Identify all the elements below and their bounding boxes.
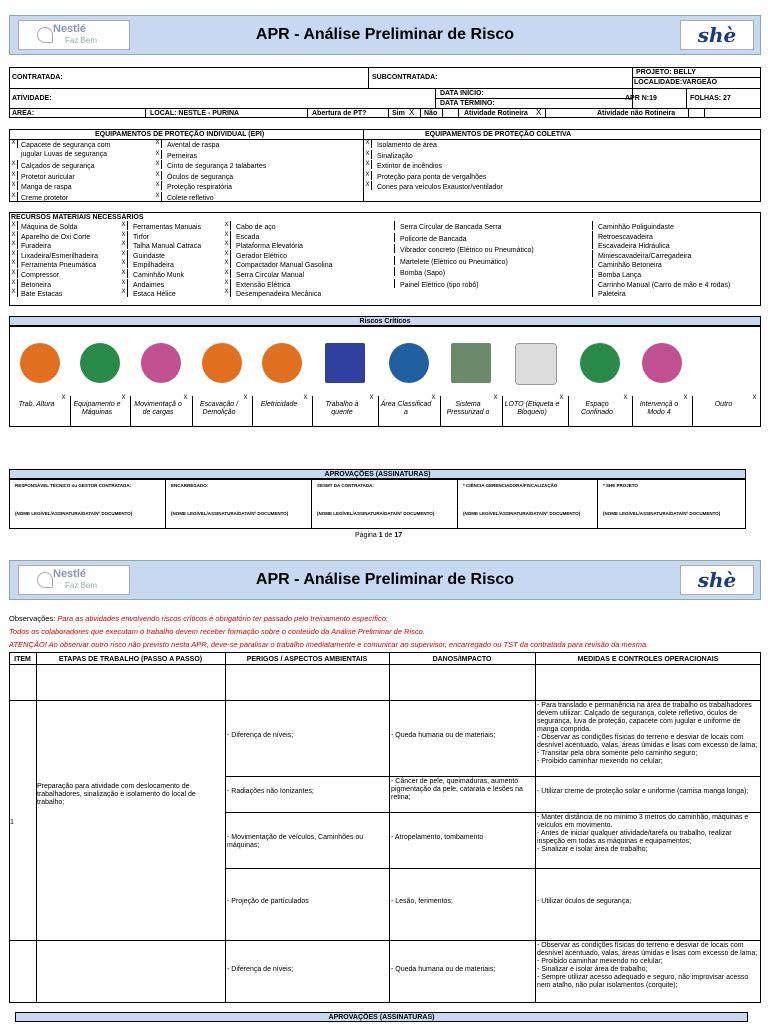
aprov-col-title: ENCARREGADO: [171,483,209,488]
epc-checkbox[interactable]: X [364,150,372,159]
riscos-title: Riscos Críticos [9,316,761,326]
table-line [535,652,536,1003]
projeto-label: PROJETO: BELLY [636,69,696,76]
risk-checkbox[interactable]: X [623,395,628,401]
recurso-checkbox[interactable]: X [10,240,18,249]
table-line [225,652,226,1003]
recurso-checkbox[interactable]: X [223,221,231,230]
contratada-label: CONTRATADA: [12,74,63,81]
recurso-item: Compactador Manual Gasolina [236,262,333,270]
aprov-divider [311,479,312,529]
dano-text: - Atropelamento, tombamento [391,834,484,841]
risk-label: Eletricidade [260,401,298,408]
sim-check[interactable]: X [409,108,415,117]
epi-item: Capacete de segurança com jugular Luvas de segurança [21,142,111,158]
etapa-text: Preparação para atividade com deslocamento de trabalhadores, sinalização e isolamento do local de trabalho; [37,783,196,806]
recurso-item: Cabo de aço [236,224,276,231]
risk-divider [252,396,253,427]
recurso-item: Máquina de Solda [21,224,78,231]
recurso-checkbox[interactable] [585,250,593,259]
recurso-checkbox[interactable] [387,279,395,288]
table-header: ITEM [14,656,31,663]
sim-label: Sim [392,110,405,117]
recurso-item: Retroescavadeira [598,233,653,241]
epi-checkbox[interactable]: X [154,181,162,190]
risk-label: Intervençã o Modo 4 [639,401,679,416]
epi-item: Proteção respiratória [167,184,232,191]
dano-text: - Queda humana ou de materiais; [391,965,496,973]
epi-item: Cinto de segurança 2 talabartes [167,163,267,170]
aprov-signature-line: (NOME LEGÍVEL/ASSINATURA/DATA/Nº DOCUMENTO) [463,511,581,516]
medida-text: - Observar as condições físicas do terreno e desviar de locais com desnível acentuado, valas, áreas úmidas e lisas com excesso de lama; - Proibido caminhar mexendo no celular; - Sinalizar e isolar área de trabalho; - Sempre utilizar acesso adequado e seguro, não improvisar acesso nem atalho, não pular isolamentos (corquite); [537,942,758,989]
risk-divider [632,396,633,427]
recurso-item: Lixadeira/Esmerilhadeira [21,252,99,260]
recurso-checkbox[interactable]: X [120,240,128,249]
recurso-item: Estaca Hélice [133,291,176,299]
epi-item: Óculos de segurança [167,173,234,181]
page2-header [9,560,761,600]
recurso-checkbox[interactable] [387,267,395,276]
perigo-text: - Movimentação de veículos, Caminhões ou máquinas; [227,834,364,849]
recurso-checkbox[interactable]: X [223,250,231,259]
apr-number: APR N:19 [625,95,657,102]
confined-space-icon [580,343,620,383]
recurso-item: Policorte de Bancada [400,235,467,243]
medida-text: - Utilizar óculos de segurança; [537,898,632,905]
table-line [9,940,225,941]
recurso-checkbox[interactable]: X [10,269,18,278]
recurso-checkbox[interactable] [585,240,593,249]
risk-divider [378,396,379,427]
recurso-checkbox[interactable] [387,221,395,230]
aprovacoes-title: APROVAÇÕES (ASSINATURAS) [9,469,746,479]
risk-label: Equipamento e Máquinas [73,401,121,416]
nestle-bird-icon [37,27,53,43]
risk-divider [692,396,693,427]
epc-item: Extintor de incêndios [377,163,442,170]
recurso-checkbox[interactable] [387,233,395,242]
recurso-checkbox[interactable]: X [223,259,231,268]
risk-label: Trab. Altura [18,401,55,408]
recurso-item: Compressor [21,272,60,279]
fall-from-height-icon [20,343,60,383]
aprov-col-title: RESPONSÁVEL TÉCNICO ou GESTOR CONTRATADA: [15,483,132,488]
page1-header [9,15,761,55]
perigo-text: - Radiações não Ionizantes; [227,788,314,795]
epi-checkbox[interactable]: X [10,171,18,180]
rotineira-check[interactable]: X [536,108,542,117]
risk-divider [502,396,503,427]
epi-checkbox[interactable]: X [10,181,18,190]
table-header: DANOS/IMPACTO [432,656,492,663]
epi-checkbox[interactable]: X [154,150,162,159]
risk-label: Escavação / Demolição [199,401,239,416]
folhas-label: FOLHAS: 27 [690,95,731,102]
loto-lock-icon [515,343,557,385]
medida-text: - Para translado e permanência na área de trabalho os trabalhadores devem utilizar: Calçado de segurança, colete refletivo, óculos de segurança, luva de proteção, capacete com jugular e uniforme de manga comprida. - Observar as condições físicas do terreno e desviar de locais com desnível acentuado, valas, áreas úmidas e lisas com excesso de lama; - Transitar pela obra somente pelo caminho seguro; - Proibido caminhar mexendo no celular; [537,702,758,765]
table-line [225,868,761,869]
epi-checkbox[interactable]: X [154,139,162,148]
recurso-item: Ferramentas Manuais [133,224,202,231]
recurso-item: Paleteira [598,291,626,299]
aprov-col-title: * SHE PROJETO [603,483,638,488]
local-label: LOCAL: NESTLÉ - PURINA [150,110,240,117]
recurso-item: Caminhão Poliguindaste [598,224,674,231]
risk-checkbox[interactable]: X [493,395,498,401]
epi-item: Avental de raspa [167,142,220,149]
epc-checkbox[interactable]: X [364,171,372,180]
recurso-item: Andaimes [133,281,165,289]
aprovacoes-title-2: APROVAÇÕES (ASSINATURAS) [15,1012,748,1022]
recurso-checkbox[interactable]: X [10,288,18,297]
load-handling-icon [141,343,181,383]
recurso-checkbox[interactable]: X [120,288,128,297]
medida-text: - Manter distância de no mínimo 3 metros do caminhão, máquinas e veículos em movimento. - Antes de iniciar qualquer atividade/tarefa ou trabalho, realizar inspeção em todas as máquinas e equipamentos; - Sinalizar e isolar área de trabalho; [537,814,749,853]
epc-item: Isolamento de área [377,142,437,149]
table-line [225,776,761,777]
risk-checkbox[interactable]: X [61,395,66,401]
table-line [225,940,761,941]
page-number: Página 1 de 17 [355,532,403,539]
table-line [9,700,761,701]
epi-item: Colete refletivo [167,194,214,202]
aprov-col-title: * CIÊNCIA GERENCIADORA/FISCALIZAÇÃO [463,483,558,488]
aprov-signature-line: (NOME LEGÍVEL/ASSINATURA/DATA/Nº DOCUMENTO) [15,511,133,516]
recurso-checkbox[interactable]: X [10,250,18,259]
electricity-icon [262,343,302,383]
recurso-item: Plataforma Elevatória [236,243,303,251]
risk-label: Espaço Confinado [581,401,613,416]
recurso-checkbox[interactable]: X [10,221,18,230]
risk-divider [568,396,569,427]
table-header: MEDIDAS E CONTROLES OPERACIONAIS [577,656,719,663]
recurso-item: Martelete (Elétrico ou Pneumático) [400,258,508,266]
recurso-item: Furadeira [21,243,51,251]
recurso-item: Miniescavadeira/Carregadeira [598,252,692,260]
epi-item: Protetor auricular [21,173,75,181]
recurso-checkbox[interactable]: X [10,259,18,268]
epc-checkbox[interactable]: X [364,181,372,190]
epi-checkbox[interactable]: X [154,160,162,169]
she-logo: shè [680,20,754,50]
aprov-signature-line: (NOME LEGÍVEL/ASSINATURA/DATA/Nº DOCUMENTO) [603,511,721,516]
obs-line-3: ATENÇÃO! Ao observar outro risco não previsto nesta APR, deve-se paralisar o trabalho imediatamente e comunicar ao supervisor, encarregado ou TST da contratada para revisão da mesma. [9,640,649,649]
risk-label: Movimentaçã o de cargas [134,401,182,416]
recurso-item: Desempenadeira Mecânica [236,291,322,299]
page-title: APR - Análise Preliminar de Risco [255,26,515,43]
recurso-item: Escavadeira Hidráulica [598,243,670,251]
epi-title: EQUIPAMENTOS DE PROTEÇÃO INDIVIDUAL (EPI) [95,131,265,138]
recurso-item: Guindaste [133,252,165,260]
recurso-checkbox[interactable]: X [223,240,231,249]
recurso-checkbox[interactable] [387,244,395,253]
data-termino-label: DATA TÉRMINO: [440,100,495,107]
recurso-checkbox[interactable]: X [120,250,128,259]
table-line [225,812,761,813]
epc-checkbox[interactable]: X [364,139,372,148]
excavation-icon [202,343,242,383]
recurso-checkbox[interactable] [585,288,593,297]
table-header: ETAPAS DE TRABALHO (PASSO A PASSO) [58,656,203,663]
localidade-label: LOCALIDADE:VARGEÃO [634,79,718,86]
risk-checkbox[interactable]: X [752,395,757,401]
nao-rotineira-label: Atividade não Rotineira [597,110,676,117]
data-inicio-label: DATA INÍCIO: [440,90,484,97]
mode-4-intervention-icon [642,343,682,383]
she-logo: shè [680,565,754,595]
recurso-checkbox[interactable]: X [223,279,231,288]
recurso-checkbox[interactable] [585,259,593,268]
recurso-checkbox[interactable] [585,221,593,230]
perigo-text: - Diferença de níveis; [227,732,294,739]
risk-checkbox[interactable]: X [559,395,564,401]
recurso-checkbox[interactable] [585,231,593,240]
table-line [9,664,761,665]
recurso-checkbox[interactable]: X [120,231,128,240]
recurso-checkbox[interactable] [387,256,395,265]
atividade-label: ATIVIDADE: [12,95,52,102]
risk-checkbox[interactable]: X [121,395,126,401]
recurso-checkbox[interactable]: X [120,221,128,230]
recurso-item: Talha Manual Catraca [133,243,202,251]
risk-checkbox[interactable]: X [431,395,436,401]
risk-divider [440,396,441,427]
recurso-item: Caminhão Munk [133,272,184,279]
risk-label: Área Classificad a [380,401,432,416]
nestle-logo: Nestlé Faz Bem [18,20,130,50]
epi-checkbox[interactable]: X [10,160,18,169]
recurso-item: Serra Circular de Bancada Serra [400,224,502,231]
recurso-item: Serra Circular Manual [236,272,305,279]
obs-line-1: Observações: Para as atividades envolvendo riscos críticos é obrigatório ter passado pelo treinamento específico. [9,614,388,623]
risk-divider [312,396,313,427]
recurso-item: Carrinho Manual (Carro de mão e 4 rodas) [598,281,731,289]
item-number: 1 [10,819,14,826]
epi-item: Creme protetor [21,194,69,202]
perigo-text: - Projeção de partículados [227,898,309,905]
recurso-item: Empilhadeira [133,262,174,270]
dano-text: - Lesão, ferimentos; [391,898,453,905]
recurso-item: Caminhão Betoneira [598,262,662,270]
dano-text: - Queda humana ou de materiais; [391,732,496,739]
epi-item: Manga de raspa [21,184,72,191]
recurso-checkbox[interactable]: X [120,269,128,278]
nao-label: Não [424,110,438,117]
recurso-item: Escada [236,233,260,241]
aprov-divider [457,479,458,529]
aprov-col-title: SESMT DA CONTRATADA: [317,483,374,488]
classified-area-icon [389,343,429,383]
aprov-signature-line: (NOME LEGÍVEL/ASSINATURA/DATA/Nº DOCUMENTO) [317,511,435,516]
risk-label: Trabalho à quente [325,401,359,416]
recurso-item: Betoneira [21,281,51,289]
hot-work-icon [325,343,365,383]
nestle-bird-icon [37,572,53,588]
recurso-item: Painel Elétrico (tipo robô) [400,281,479,289]
epc-item: Cones para veículos Exaustor/ventilador [377,184,503,191]
recurso-checkbox[interactable]: X [10,231,18,240]
recurso-checkbox[interactable] [585,279,593,288]
risk-label: LOTO (Etiqueta e Bloqueio) [504,401,560,416]
recurso-item: Bate Estacas [21,291,63,299]
risk-divider [192,396,193,427]
table-line [389,652,390,1003]
recurso-checkbox[interactable]: X [120,279,128,288]
risk-checkbox[interactable]: X [303,395,308,401]
rotineira-label: Atividade Rotineira [464,110,528,117]
recurso-item: Bomba (Sapo) [400,270,446,277]
aprov-divider [597,479,598,529]
perigo-text: - Diferença de níveis; [227,965,294,973]
epi-item: Calçados de segurança [21,163,95,170]
recurso-checkbox[interactable]: X [10,279,18,288]
epi-checkbox[interactable]: X [154,192,162,201]
recurso-checkbox[interactable]: X [223,231,231,240]
recurso-checkbox[interactable]: X [223,288,231,297]
epi-checkbox[interactable]: X [10,139,18,148]
medida-text: - Utilizar creme de proteção solar e uniforme (camisa manga longa); [537,788,749,795]
subcontratada-label: SUBCONTRATADA: [372,74,438,81]
recurso-checkbox[interactable]: X [223,269,231,278]
recurso-item: Vibrador concreto (Elétrico ou Pneumático) [400,247,534,254]
epc-title: EQUIPAMENTOS DE PROTEÇÃO COLETIVA [425,131,572,138]
epc-item: Proteção para ponta de vergalhões [377,173,487,181]
risk-checkbox[interactable]: X [369,395,374,401]
risk-divider [70,396,71,427]
recurso-item: Extensão Elétrica [236,281,291,289]
recurso-checkbox[interactable] [585,269,593,278]
table-header: PERIGOS / ASPECTOS AMBIENTAIS [246,656,368,663]
dano-text: - Câncer de pele, queimaduras, aumento pigmentação da pele, catarata e lesões na retina; [391,778,523,801]
recurso-item: Tirfor [133,233,150,241]
epi-checkbox[interactable]: X [154,171,162,180]
recurso-item: Aparelho de Oxi Corte [21,233,91,241]
risk-label: Sistema Pressurizad o [446,401,490,416]
risk-label: Outro [714,401,733,408]
risk-checkbox[interactable]: X [183,395,188,401]
recurso-item: Ferramenta Pneumática [21,262,97,270]
epi-item: Perneiras [167,152,197,160]
recurso-checkbox[interactable]: X [120,259,128,268]
risk-checkbox[interactable]: X [683,395,688,401]
epc-checkbox[interactable]: X [364,160,372,169]
risk-checkbox[interactable]: X [243,395,248,401]
recurso-item: Gerador Elétrico [236,252,287,260]
recurso-item: Bomba Lança [598,272,642,279]
abertura-pt-label: Abertura de PT? [312,110,367,117]
table-line [36,652,37,1003]
area-label: ÁREA: [12,110,35,117]
page-title: APR - Análise Preliminar de Risco [255,571,515,588]
forklift-icon [80,343,120,383]
aprov-signature-line: (NOME LEGÍVEL/ASSINATURA/DATA/Nº DOCUMENTO) [171,511,289,516]
recursos-title: RECURSOS MATERIAIS NECESSÁRIOS [11,214,144,221]
nestle-logo: Nestlé Faz Bem [18,565,130,595]
epc-item: Sinalização [377,152,413,160]
epi-checkbox[interactable]: X [10,192,18,201]
risk-divider [130,396,131,427]
aprov-divider [165,479,166,529]
pressurized-system-icon [451,343,491,383]
obs-line-2: Todos os colaboradores que executam o trabalho devem receber formação sobre o conteúdo da Análise Preliminar de Risco. [9,627,425,636]
